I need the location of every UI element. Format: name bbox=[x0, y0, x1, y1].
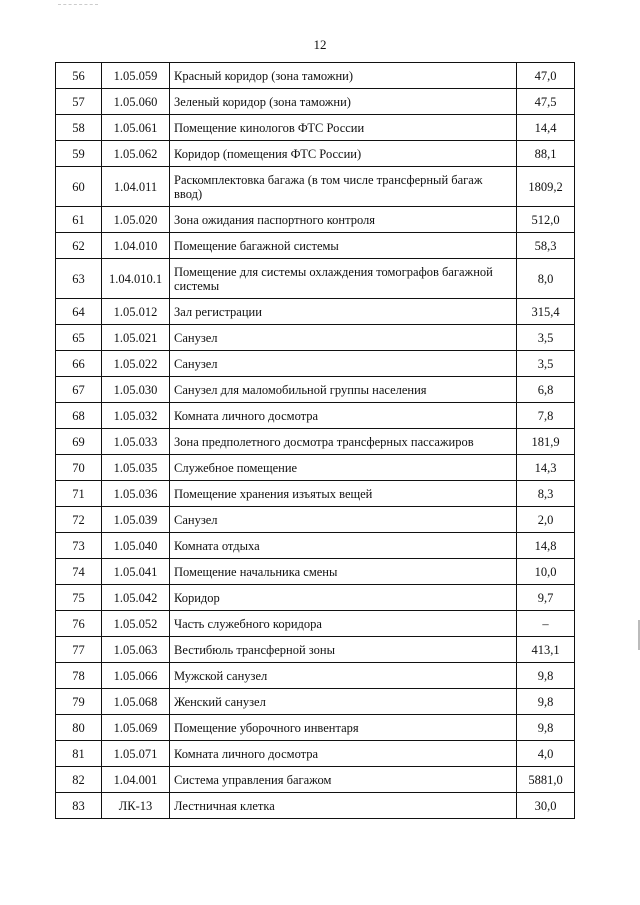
room-name-cell: Мужской санузел bbox=[170, 663, 517, 689]
room-area-cell: 181,9 bbox=[517, 429, 575, 455]
room-name-cell: Служебное помещение bbox=[170, 455, 517, 481]
row-number-cell: 81 bbox=[56, 741, 102, 767]
table-row bbox=[56, 455, 575, 481]
room-code-cell: 1.05.035 bbox=[102, 455, 170, 481]
table-row bbox=[56, 141, 575, 167]
room-name-cell: Зеленый коридор (зона таможни) bbox=[170, 89, 517, 115]
room-code-cell: 1.05.060 bbox=[102, 89, 170, 115]
table-row bbox=[56, 115, 575, 141]
row-number-cell: 61 bbox=[56, 207, 102, 233]
room-area-cell: – bbox=[517, 611, 575, 637]
table-row bbox=[56, 793, 575, 819]
row-number-cell: 80 bbox=[56, 715, 102, 741]
room-code-cell: 1.05.022 bbox=[102, 351, 170, 377]
row-number-cell: 74 bbox=[56, 559, 102, 585]
room-code-cell: 1.05.063 bbox=[102, 637, 170, 663]
room-name-cell: Помещение хранения изъятых вещей bbox=[170, 481, 517, 507]
room-code-cell: 1.05.020 bbox=[102, 207, 170, 233]
room-code-cell: 1.05.052 bbox=[102, 611, 170, 637]
room-code-cell: 1.05.042 bbox=[102, 585, 170, 611]
room-area-cell: 1809,2 bbox=[517, 167, 575, 207]
table-row bbox=[56, 611, 575, 637]
row-number-cell: 82 bbox=[56, 767, 102, 793]
room-area-cell: 8,3 bbox=[517, 481, 575, 507]
room-code-cell: 1.05.061 bbox=[102, 115, 170, 141]
row-number-cell: 78 bbox=[56, 663, 102, 689]
room-area-cell: 10,0 bbox=[517, 559, 575, 585]
room-name-cell: Зал регистрации bbox=[170, 299, 517, 325]
table-row bbox=[56, 689, 575, 715]
table-row bbox=[56, 481, 575, 507]
table-row bbox=[56, 89, 575, 115]
table-row bbox=[56, 167, 575, 207]
table-row bbox=[56, 507, 575, 533]
table-row bbox=[56, 377, 575, 403]
room-area-cell: 14,8 bbox=[517, 533, 575, 559]
table-row bbox=[56, 299, 575, 325]
room-name-cell: Помещение уборочного инвентаря bbox=[170, 715, 517, 741]
row-number-cell: 73 bbox=[56, 533, 102, 559]
row-number-cell: 70 bbox=[56, 455, 102, 481]
table-row bbox=[56, 533, 575, 559]
room-name-cell: Помещение кинологов ФТС России bbox=[170, 115, 517, 141]
room-code-cell: 1.04.001 bbox=[102, 767, 170, 793]
room-name-cell: Раскомплектовка багажа (в том числе трансферный багаж ввод) bbox=[170, 167, 517, 207]
room-area-cell: 7,8 bbox=[517, 403, 575, 429]
room-name-cell: Санузел bbox=[170, 507, 517, 533]
room-name-cell: Красный коридор (зона таможни) bbox=[170, 63, 517, 89]
table-row bbox=[56, 429, 575, 455]
room-code-cell: ЛК-13 bbox=[102, 793, 170, 819]
table-row bbox=[56, 325, 575, 351]
table-row bbox=[56, 207, 575, 233]
table-row bbox=[56, 233, 575, 259]
room-area-cell: 47,5 bbox=[517, 89, 575, 115]
room-code-cell: 1.05.062 bbox=[102, 141, 170, 167]
table-row bbox=[56, 351, 575, 377]
room-area-cell: 88,1 bbox=[517, 141, 575, 167]
row-number-cell: 69 bbox=[56, 429, 102, 455]
table-row bbox=[56, 715, 575, 741]
room-name-cell: Коридор bbox=[170, 585, 517, 611]
room-name-cell: Лестничная клетка bbox=[170, 793, 517, 819]
table-row bbox=[56, 663, 575, 689]
room-name-cell: Помещение начальника смены bbox=[170, 559, 517, 585]
row-number-cell: 58 bbox=[56, 115, 102, 141]
table-row bbox=[56, 403, 575, 429]
room-name-cell: Помещение багажной системы bbox=[170, 233, 517, 259]
room-code-cell: 1.05.030 bbox=[102, 377, 170, 403]
room-area-cell: 5881,0 bbox=[517, 767, 575, 793]
room-area-cell: 9,8 bbox=[517, 715, 575, 741]
room-area-cell: 30,0 bbox=[517, 793, 575, 819]
room-name-cell: Санузел bbox=[170, 351, 517, 377]
room-name-cell: Комната личного досмотра bbox=[170, 403, 517, 429]
row-number-cell: 57 bbox=[56, 89, 102, 115]
row-number-cell: 75 bbox=[56, 585, 102, 611]
row-number-cell: 66 bbox=[56, 351, 102, 377]
table-row bbox=[56, 767, 575, 793]
room-area-cell: 3,5 bbox=[517, 351, 575, 377]
room-area-cell: 6,8 bbox=[517, 377, 575, 403]
room-area-cell: 14,3 bbox=[517, 455, 575, 481]
room-name-cell: Зона ожидания паспортного контроля bbox=[170, 207, 517, 233]
table-row bbox=[56, 637, 575, 663]
room-area-cell: 9,7 bbox=[517, 585, 575, 611]
row-number-cell: 60 bbox=[56, 167, 102, 207]
row-number-cell: 79 bbox=[56, 689, 102, 715]
table-row bbox=[56, 585, 575, 611]
row-number-cell: 63 bbox=[56, 259, 102, 299]
room-name-cell: Часть служебного коридора bbox=[170, 611, 517, 637]
room-area-cell: 14,4 bbox=[517, 115, 575, 141]
room-area-cell: 58,3 bbox=[517, 233, 575, 259]
row-number-cell: 68 bbox=[56, 403, 102, 429]
room-name-cell: Комната отдыха bbox=[170, 533, 517, 559]
row-number-cell: 59 bbox=[56, 141, 102, 167]
room-code-cell: 1.05.021 bbox=[102, 325, 170, 351]
room-area-cell: 4,0 bbox=[517, 741, 575, 767]
room-area-cell: 512,0 bbox=[517, 207, 575, 233]
room-name-cell: Санузел bbox=[170, 325, 517, 351]
scan-artifact bbox=[58, 4, 98, 7]
table-row bbox=[56, 559, 575, 585]
room-code-cell: 1.05.012 bbox=[102, 299, 170, 325]
row-number-cell: 56 bbox=[56, 63, 102, 89]
row-number-cell: 62 bbox=[56, 233, 102, 259]
room-code-cell: 1.05.039 bbox=[102, 507, 170, 533]
room-name-cell: Санузел для маломобильной группы населения bbox=[170, 377, 517, 403]
room-code-cell: 1.05.032 bbox=[102, 403, 170, 429]
room-name-cell: Коридор (помещения ФТС России) bbox=[170, 141, 517, 167]
row-number-cell: 76 bbox=[56, 611, 102, 637]
room-name-cell: Женский санузел bbox=[170, 689, 517, 715]
room-area-cell: 3,5 bbox=[517, 325, 575, 351]
room-code-cell: 1.04.011 bbox=[102, 167, 170, 207]
row-number-cell: 77 bbox=[56, 637, 102, 663]
room-code-cell: 1.05.071 bbox=[102, 741, 170, 767]
room-area-cell: 47,0 bbox=[517, 63, 575, 89]
room-area-cell: 8,0 bbox=[517, 259, 575, 299]
table-row bbox=[56, 741, 575, 767]
room-code-cell: 1.05.033 bbox=[102, 429, 170, 455]
room-code-cell: 1.05.036 bbox=[102, 481, 170, 507]
room-area-cell: 9,8 bbox=[517, 663, 575, 689]
row-number-cell: 83 bbox=[56, 793, 102, 819]
room-area-cell: 9,8 bbox=[517, 689, 575, 715]
room-code-cell: 1.05.068 bbox=[102, 689, 170, 715]
room-code-cell: 1.05.066 bbox=[102, 663, 170, 689]
page-number: 12 bbox=[313, 37, 327, 52]
row-number-cell: 65 bbox=[56, 325, 102, 351]
room-code-cell: 1.04.010.1 bbox=[102, 259, 170, 299]
table-row bbox=[56, 259, 575, 299]
room-name-cell: Комната личного досмотра bbox=[170, 741, 517, 767]
row-number-cell: 67 bbox=[56, 377, 102, 403]
room-code-cell: 1.05.041 bbox=[102, 559, 170, 585]
row-number-cell: 64 bbox=[56, 299, 102, 325]
room-area-cell: 315,4 bbox=[517, 299, 575, 325]
room-code-cell: 1.05.069 bbox=[102, 715, 170, 741]
room-name-cell: Помещение для системы охлаждения томографов багажной системы bbox=[170, 259, 517, 299]
room-area-cell: 413,1 bbox=[517, 637, 575, 663]
row-number-cell: 71 bbox=[56, 481, 102, 507]
row-number-cell: 72 bbox=[56, 507, 102, 533]
room-name-cell: Система управления багажом bbox=[170, 767, 517, 793]
table-row bbox=[56, 63, 575, 89]
room-code-cell: 1.05.040 bbox=[102, 533, 170, 559]
room-code-cell: 1.05.059 bbox=[102, 63, 170, 89]
room-name-cell: Вестибюль трансферной зоны bbox=[170, 637, 517, 663]
rooms-table bbox=[55, 62, 575, 819]
room-area-cell: 2,0 bbox=[517, 507, 575, 533]
rooms-table-body bbox=[56, 63, 575, 819]
room-name-cell: Зона предполетного досмотра трансферных пассажиров bbox=[170, 429, 517, 455]
room-code-cell: 1.04.010 bbox=[102, 233, 170, 259]
